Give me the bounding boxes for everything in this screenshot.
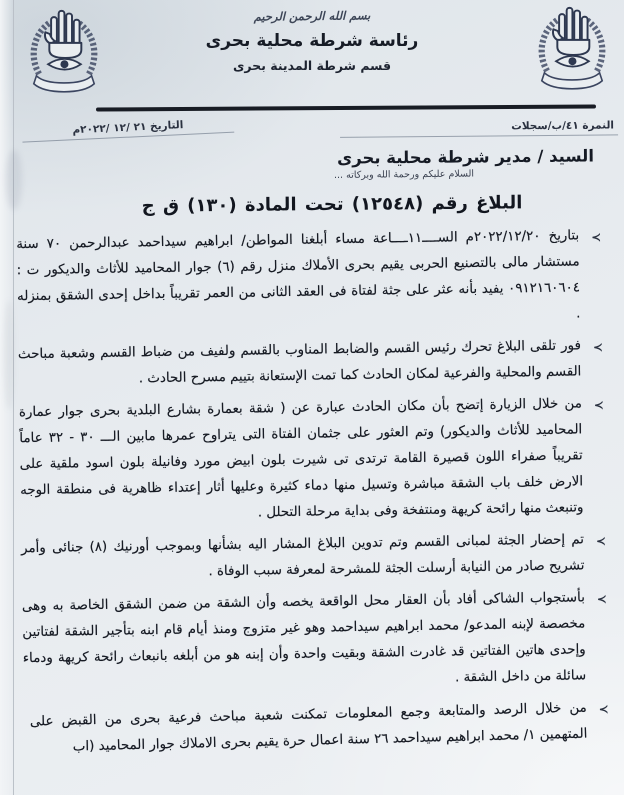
paragraph-text: فور تلقى البلاغ تحرك رئيس القسم والضابط المناوب بالقسم ولفيف من ضباط القسم وشعبة مباحث القسم والمحلية والفرعية لمكان الحادث كما تمت الإستعانة بتييم مسرح الحادث . bbox=[17, 337, 582, 386]
record-date: التاريخ ٢١ /١٢ /٢٠٢٢م bbox=[22, 116, 235, 142]
paragraph-complainant-statement bbox=[22, 584, 612, 697]
paragraph-scene-description bbox=[19, 390, 609, 529]
org-title: رئاسة شرطة محلية بحرى bbox=[205, 31, 419, 51]
paragraph-body-transfer bbox=[21, 526, 610, 587]
paragraph-arrest bbox=[30, 694, 613, 761]
arrow-bullet-icon: ≻ bbox=[593, 397, 604, 412]
paragraph-text: من خلال الرصد والمتابعة وجمع المعلومات تمكنت شعبة مباحث فرعية بحرى من القبض على المتهمين ١/ محمد ابراهيم سيداحمد ٢٦ سنة اعمال حرة يقيم بحرى الاملاك جوار المحاميد (اب bbox=[29, 700, 588, 755]
org-subtitle: قسم شرطة المدينة بحرى bbox=[232, 58, 392, 73]
paragraph-response-team bbox=[18, 332, 607, 393]
arrow-bullet-icon: ≻ bbox=[591, 229, 602, 244]
emblem-ribbon bbox=[34, 76, 94, 92]
emblem-eye bbox=[48, 59, 81, 70]
paragraph-text: بتاريخ ٢٠٢٢/١٢/٢٠م الســــ١١ــــاعة مساء أبلغنا المواطن/ ابراهيم سيداحمد عبدالرحمن ٧٠ سنة مستشار مالى بالتصنيع الحربى يقيم بحرى الأملاك منزل رقم (٦) جوار المحاميد للأثاث والديكور ت : ٠٩١٢١٦٠٦٠٤ يفيد بأنه عثر على جثة لفتاة فى العقد الثانى من العمر تقريباً بداخل إحدى الشقق بمنزله . bbox=[16, 227, 581, 321]
header-rule bbox=[96, 104, 596, 111]
arrow-bullet-icon: ≻ bbox=[592, 339, 604, 354]
arrow-bullet-icon: ≻ bbox=[595, 533, 607, 548]
paragraph-text: بأستجواب الشاكى أفاد بأن العقار محل الواقعة يخصه وأن الشقة من ضمن الشقق الخاصة به وهى مخصصة لإبنه المدعو/ محمد ابراهيم سيداحمد وهو غير متزوج ومنذ أيام قام ابنه بتأجير الشقة لفتاتين وإحدى هاتين الفتاتين قد غادرت الشقة وبقيت واحدة وأن إبنه هو من أبلغه بانبعاث رائحة كريهة ودماء سائلة من داخل الشقة . bbox=[21, 589, 587, 685]
report-body bbox=[16, 223, 612, 756]
record-number: النمرة ٤١/ب/سجلات bbox=[340, 119, 618, 137]
emblem-ribbon bbox=[542, 73, 602, 89]
paragraph-incident-report bbox=[16, 223, 606, 336]
page-edge-shadow bbox=[0, 0, 14, 795]
paragraph-text: من خلال الزيارة إتضح بأن مكان الحادث عبارة عن ( شقة بعمارة بشارع البلدية بحرى جوار عمارة المحاميد للأثاث والديكور) وتم العثور على جثمان الفتاة التى يتراوح عمرها مابين الـــ ٣٠ - ٣٢ عاماً تقريباً صفراء اللون قصيرة القامة ترتدى تى شيرت بلون ابيض مورد وفانيلة بلون اسود ملقية على الارض خلف باب الشقة مباشرة وتسيل منها دماء كثيرة وعليها أثار إعتداء ظاهرية فى منطقة الوجه وتنبعث منها رائحة كريهة ومنتفخة وفى بداية مرحلة التحلل . bbox=[18, 395, 584, 520]
arrow-bullet-icon: ≻ bbox=[596, 591, 608, 606]
document-header bbox=[0, 0, 624, 100]
meta-row bbox=[22, 117, 618, 140]
greeting-line: السلام عليكم ورحمة الله وبركاته ... bbox=[333, 168, 475, 181]
report-title: البلاغ رقم (١٢٥٤٨) تحت المادة (١٣٠) ق ج bbox=[141, 191, 523, 217]
emblem-eye bbox=[556, 56, 589, 67]
bismillah-calligraphy: بسم الله الرحمن الرحيم bbox=[253, 8, 371, 24]
addressee-line: السيد / مدير شرطة محلية بحرى bbox=[336, 145, 595, 168]
arrow-bullet-icon: ≻ bbox=[598, 701, 609, 716]
paragraph-text: تم إحضار الجثة لمبانى القسم وتم تدوين البلاغ المشار اليه بشأنها وبموجب أورنيك (٨) جنائى وأمر تشريح صادر من النيابة أرسلت الجثة للمشرحة لمعرفة سبب الوفاة . bbox=[20, 531, 585, 579]
